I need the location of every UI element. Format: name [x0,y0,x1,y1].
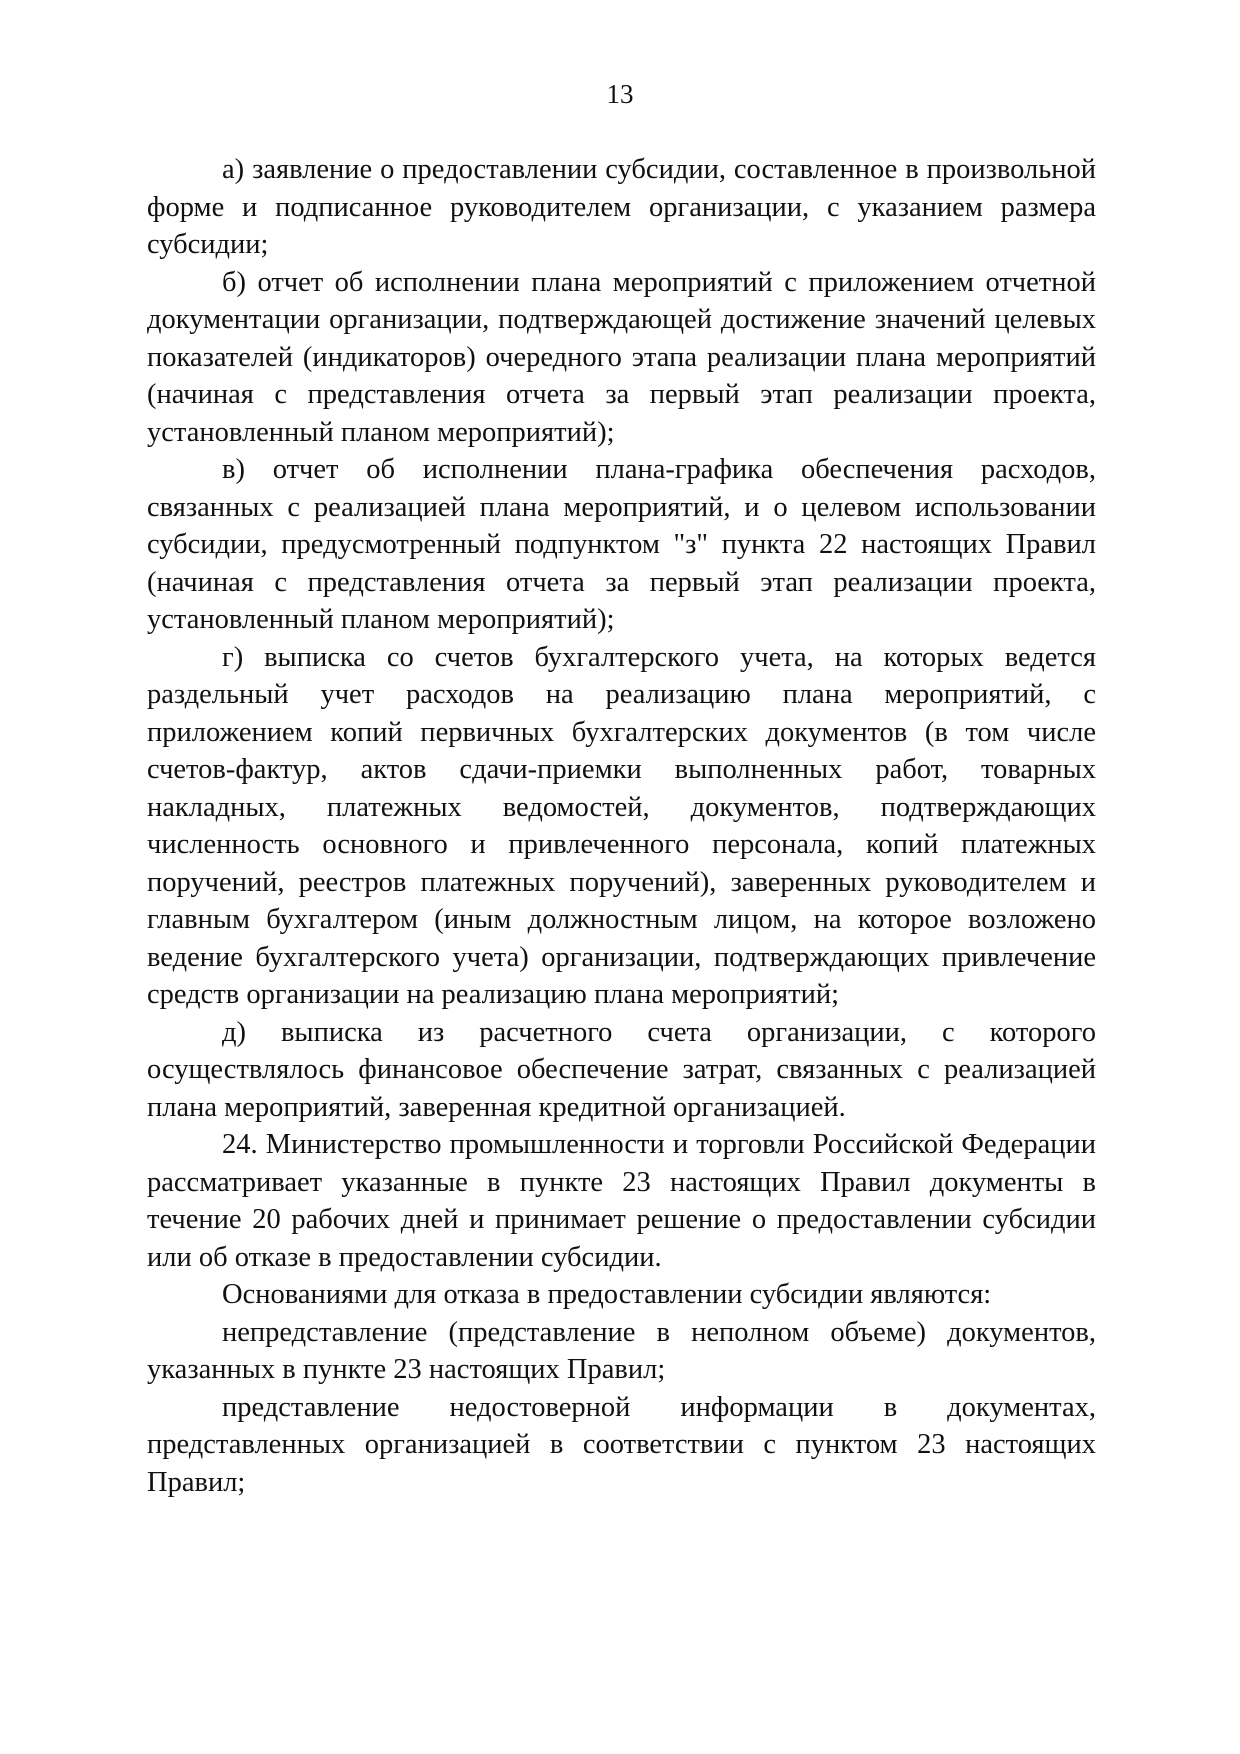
paragraph-ground-missing-docs: непредставление (представление в неполном объеме) документов, указанных в пункте 23 настоящих Правил; [147,1316,1096,1385]
paragraph-item-d: д) выписка из расчетного счета организации, с которого осуществлялось финансовое обеспечение затрат, связанных с реализацией плана мероприятий, заверенная кредитной организацией. [147,1016,1096,1123]
page-number: 13 [606,79,634,109]
paragraph-item-b: б) отчет об исполнении плана мероприятий с приложением отчетной документации организации, подтверждающей достижение значений целевых показателей (индикаторов) очередного этапа реализации плана мероприятий (начиная с представления отчета за первый этап реализации проекта, установленный планом мероприятий); [147,266,1096,448]
paragraph-ground-false-info: представление недостоверной информации в документах, представленных организацией в соответствии с пунктом 23 настоящих Правил; [147,1391,1096,1498]
document-body [147,151,1096,1501]
paragraph-item-g: г) выписка со счетов бухгалтерского учета, на которых ведется раздельный учет расходов на реализацию плана мероприятий, с приложением копий первичных бухгалтерских документов (в том числе счетов-фактур, актов сдачи-приемки выполненных работ, товарных накладных, платежных ведомостей, документов, подтверждающих численность основного и привлеченного персонала, копий платежных поручений, реестров платежных поручений), заверенных руководителем и главным бухгалтером (иным должностным лицом, на которое возложено ведение бухгалтерского учета) организации, подтверждающих привлечение средств организации на реализацию плана мероприятий; [147,641,1096,1010]
paragraph-clause-24: 24. Министерство промышленности и торговли Российской Федерации рассматривает указанные в пункте 23 настоящих Правил документы в течение 20 рабочих дней и принимает решение о предоставлении субсидии или об отказе в предоставлении субсидии. [147,1129,1096,1273]
paragraph-item-a: а) заявление о предоставлении субсидии, составленное в произвольной форме и подписанное руководителем организации, с указанием размера субсидии; [147,154,1096,260]
paragraph-item-v: в) отчет об исполнении плана-графика обеспечения расходов, связанных с реализацией плана мероприятий, и о целевом использовании субсидии, предусмотренный подпунктом "з" пункта 22 настоящих Правил (начиная с представления отчета за первый этап реализации проекта, установленный планом мероприятий); [147,454,1096,635]
paragraph-refusal-grounds: Основаниями для отказа в предоставлении субсидии являются: [222,1279,992,1310]
